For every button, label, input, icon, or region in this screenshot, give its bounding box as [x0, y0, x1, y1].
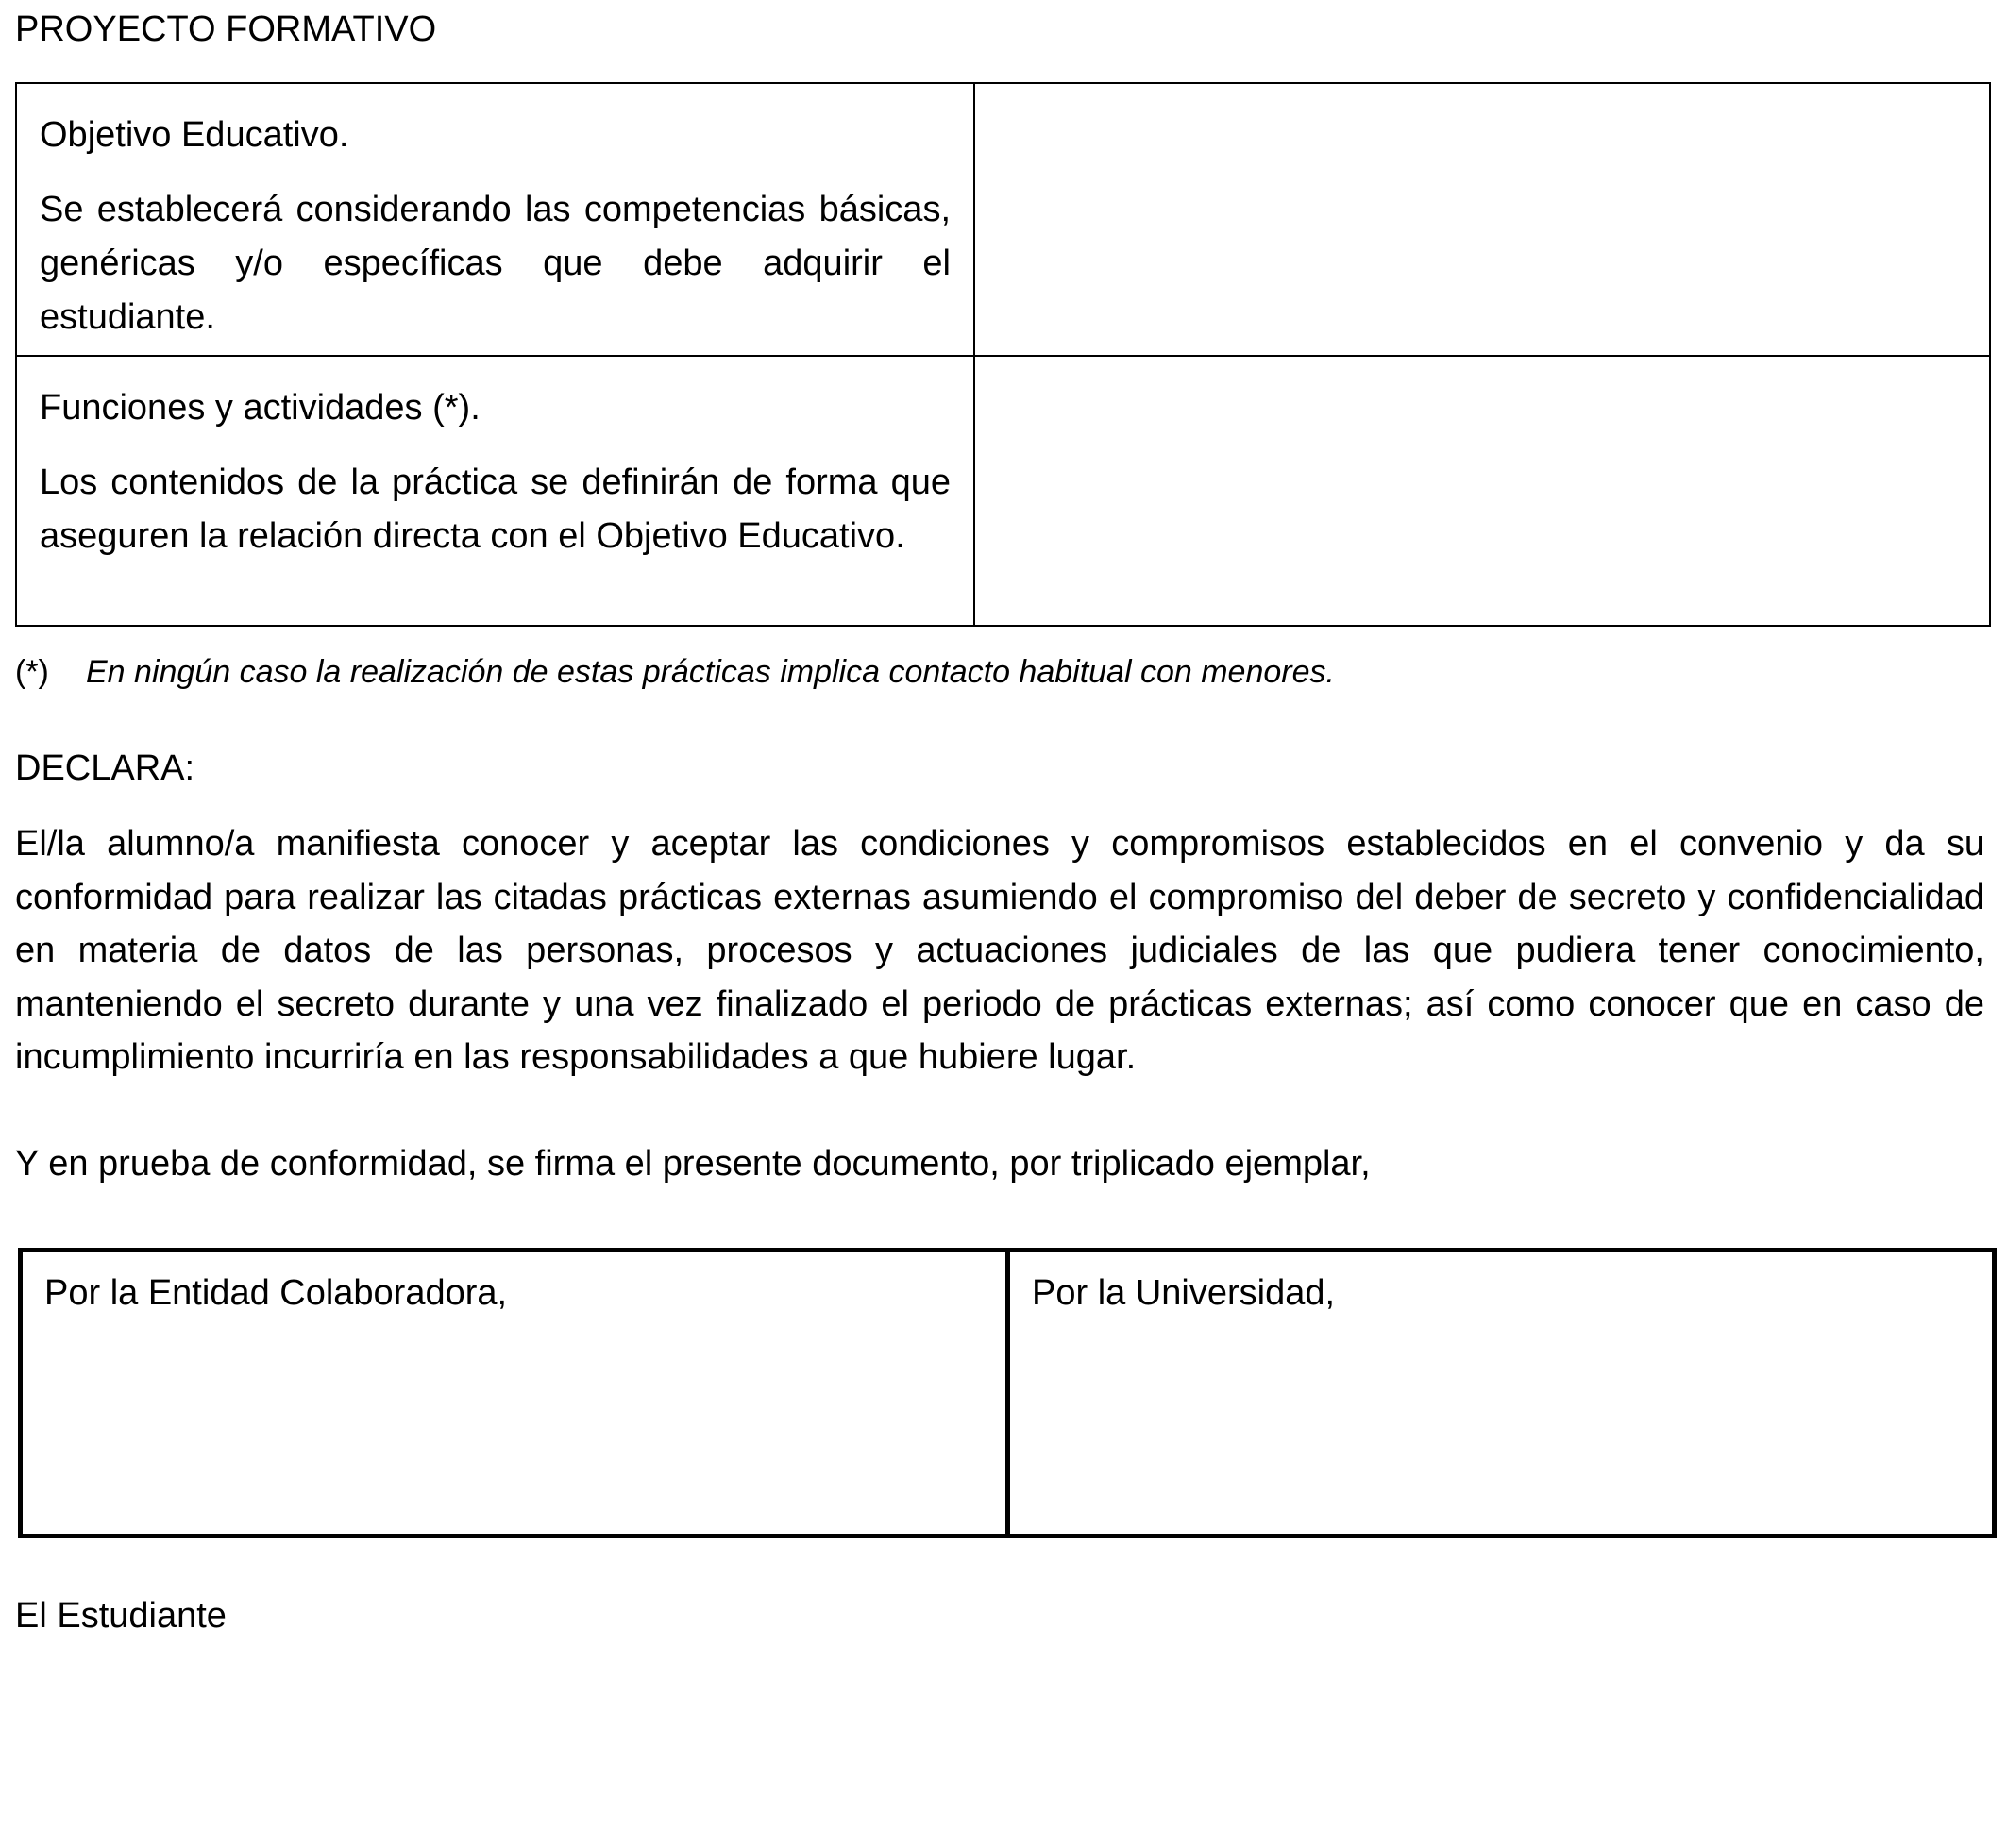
signature-cell-entidad[interactable] — [23, 1252, 1010, 1534]
universidad-signature-label: Por la Universidad, — [1032, 1273, 1336, 1313]
signature-cell-universidad[interactable] — [1010, 1252, 1992, 1534]
table-row-funciones — [17, 357, 1989, 625]
objetivo-description: Se establecerá considerando las competencias básicas, genéricas y/o específicas que debe adquirir el estudiante. — [40, 190, 951, 337]
closing-statement: Y en prueba de conformidad, se firma el presente documento, por triplicado ejemplar, — [15, 1144, 1371, 1184]
declara-title: DECLARA: — [15, 748, 195, 788]
funciones-description: Los contenidos de la práctica se definirán de forma que aseguren la relación directa con el Objetivo Educativo. — [40, 462, 951, 556]
footnote-mark: (*) — [15, 654, 49, 690]
footnote-text: En ningún caso la realización de estas prácticas implica contacto habitual con menores. — [86, 654, 1335, 690]
objetivo-heading: Objetivo Educativo. — [40, 115, 349, 155]
funciones-value-cell[interactable] — [975, 357, 1989, 625]
objetivo-label-cell — [17, 84, 975, 355]
funciones-heading: Funciones y actividades (*). — [40, 388, 481, 428]
footnote — [15, 651, 1335, 693]
proyecto-formativo-table — [15, 82, 1991, 627]
section-title: PROYECTO FORMATIVO — [15, 9, 437, 49]
funciones-label-cell — [17, 357, 975, 625]
declara-body: El/la alumno/a manifiesta conocer y aceptar las condiciones y compromisos establecidos en el convenio y da su conformidad para realizar las citadas prácticas externas asumiendo el compromiso del deber de secreto y confidencialidad en materia de datos de las personas, procesos y actuaciones judiciales de las que pudiera tener conocimiento, manteniendo el secreto durante y una vez finalizado el periodo de prácticas externas; así como conocer que en caso de incumplimiento incurriría en las responsabilidades a que hubiere lugar. — [15, 824, 1984, 1077]
student-signature-label: El Estudiante — [15, 1596, 227, 1636]
table-row-objetivo — [17, 84, 1989, 357]
entidad-signature-label: Por la Entidad Colaboradora, — [44, 1273, 508, 1313]
objetivo-value-cell[interactable] — [975, 84, 1989, 355]
signature-table — [18, 1248, 1997, 1538]
